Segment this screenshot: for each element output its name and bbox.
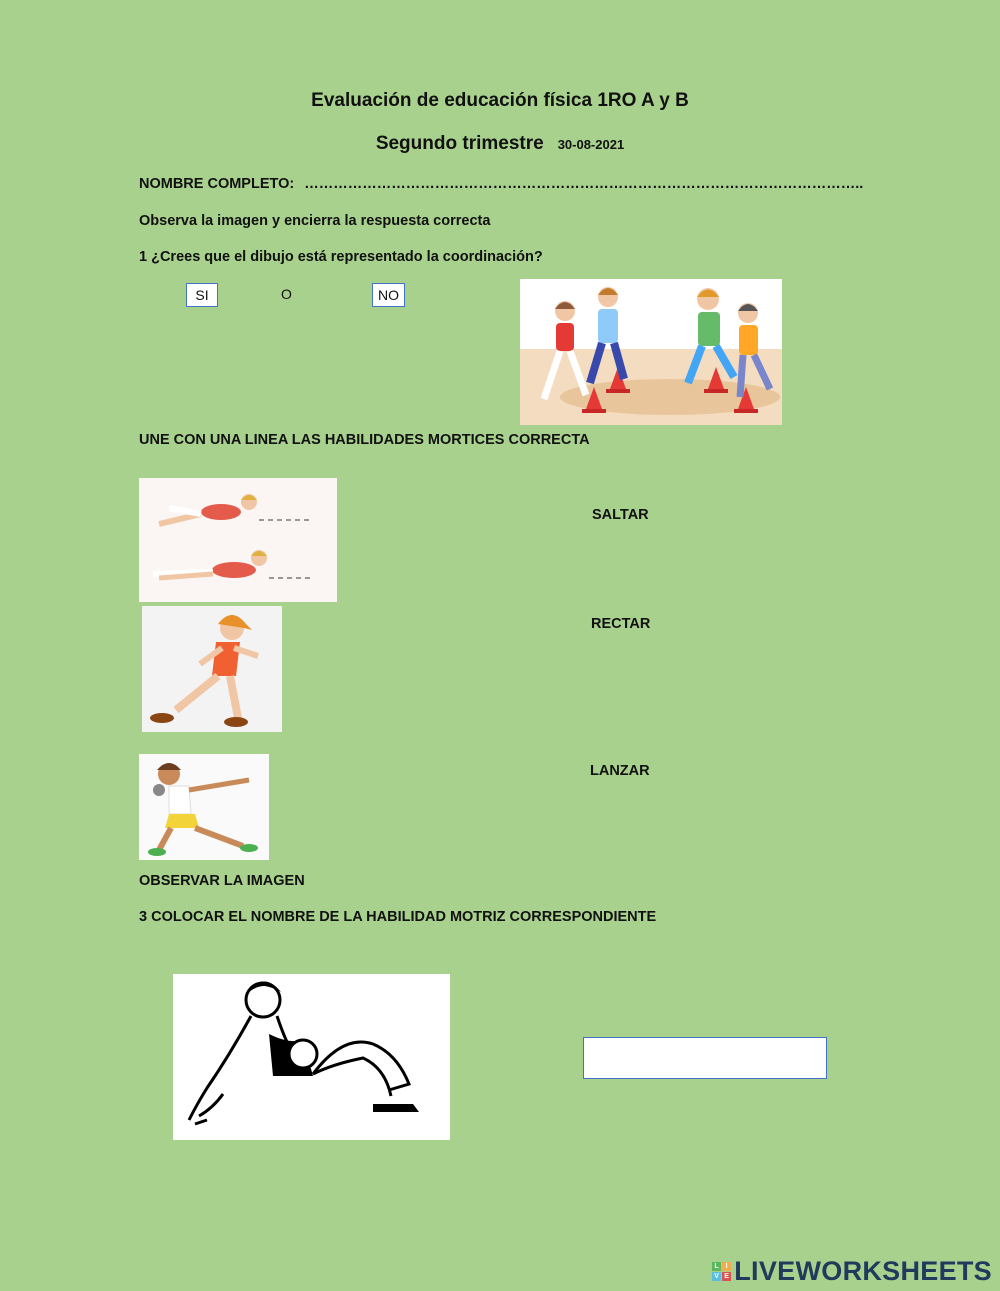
name-dots: …………………………………………………………………………………………………….. — [304, 176, 864, 192]
question2-text: UNE CON UNA LINEA LAS HABILIDADES MORTICES CORRECTA — [139, 432, 590, 448]
match-label-lanzar[interactable]: LANZAR — [590, 763, 650, 779]
question3-text: 3 COLOCAR EL NOMBRE DE LA HABILIDAD MOTRIZ CORRESPONDIENTE — [139, 909, 657, 925]
date-label: 30-08-2021 — [557, 137, 625, 152]
children-running-illustration — [520, 279, 782, 425]
shot-put-illustration — [139, 754, 269, 860]
logo-cube-icon: L I V E — [712, 1262, 731, 1281]
throwing-image — [139, 754, 269, 860]
option-no-button[interactable]: NO — [372, 283, 405, 307]
liveworksheets-logo — [712, 1256, 992, 1287]
worksheet-subtitle — [0, 133, 1000, 155]
match-label-rectar[interactable]: RECTAR — [591, 616, 651, 632]
option-separator: O — [281, 286, 292, 302]
crawling-image — [139, 478, 337, 602]
term-label: Segundo trimestre — [375, 133, 544, 154]
coordination-image — [520, 279, 782, 425]
name-label: NOMBRE COMPLETO: — [139, 176, 295, 192]
situp-image — [173, 974, 450, 1140]
name-line — [139, 176, 863, 192]
option-si-button[interactable]: SI — [186, 283, 218, 307]
observe-text: OBSERVAR LA IMAGEN — [139, 873, 305, 889]
answer-input[interactable] — [583, 1037, 827, 1079]
crawling-illustration — [139, 478, 337, 602]
logo-text: LIVEWORKSHEETS — [734, 1256, 992, 1286]
question1-text: 1 ¿Crees que el dibujo está representado la coordinación? — [139, 249, 543, 265]
runner-girl-illustration — [142, 606, 282, 732]
instruction-text: Observa la imagen y encierra la respuesta correcta — [139, 213, 491, 229]
worksheet-title: Evaluación de educación física 1RO A y B — [311, 90, 689, 111]
jumping-image — [142, 606, 282, 732]
situp-ball-illustration — [173, 974, 450, 1140]
match-label-saltar[interactable]: SALTAR — [592, 507, 649, 523]
